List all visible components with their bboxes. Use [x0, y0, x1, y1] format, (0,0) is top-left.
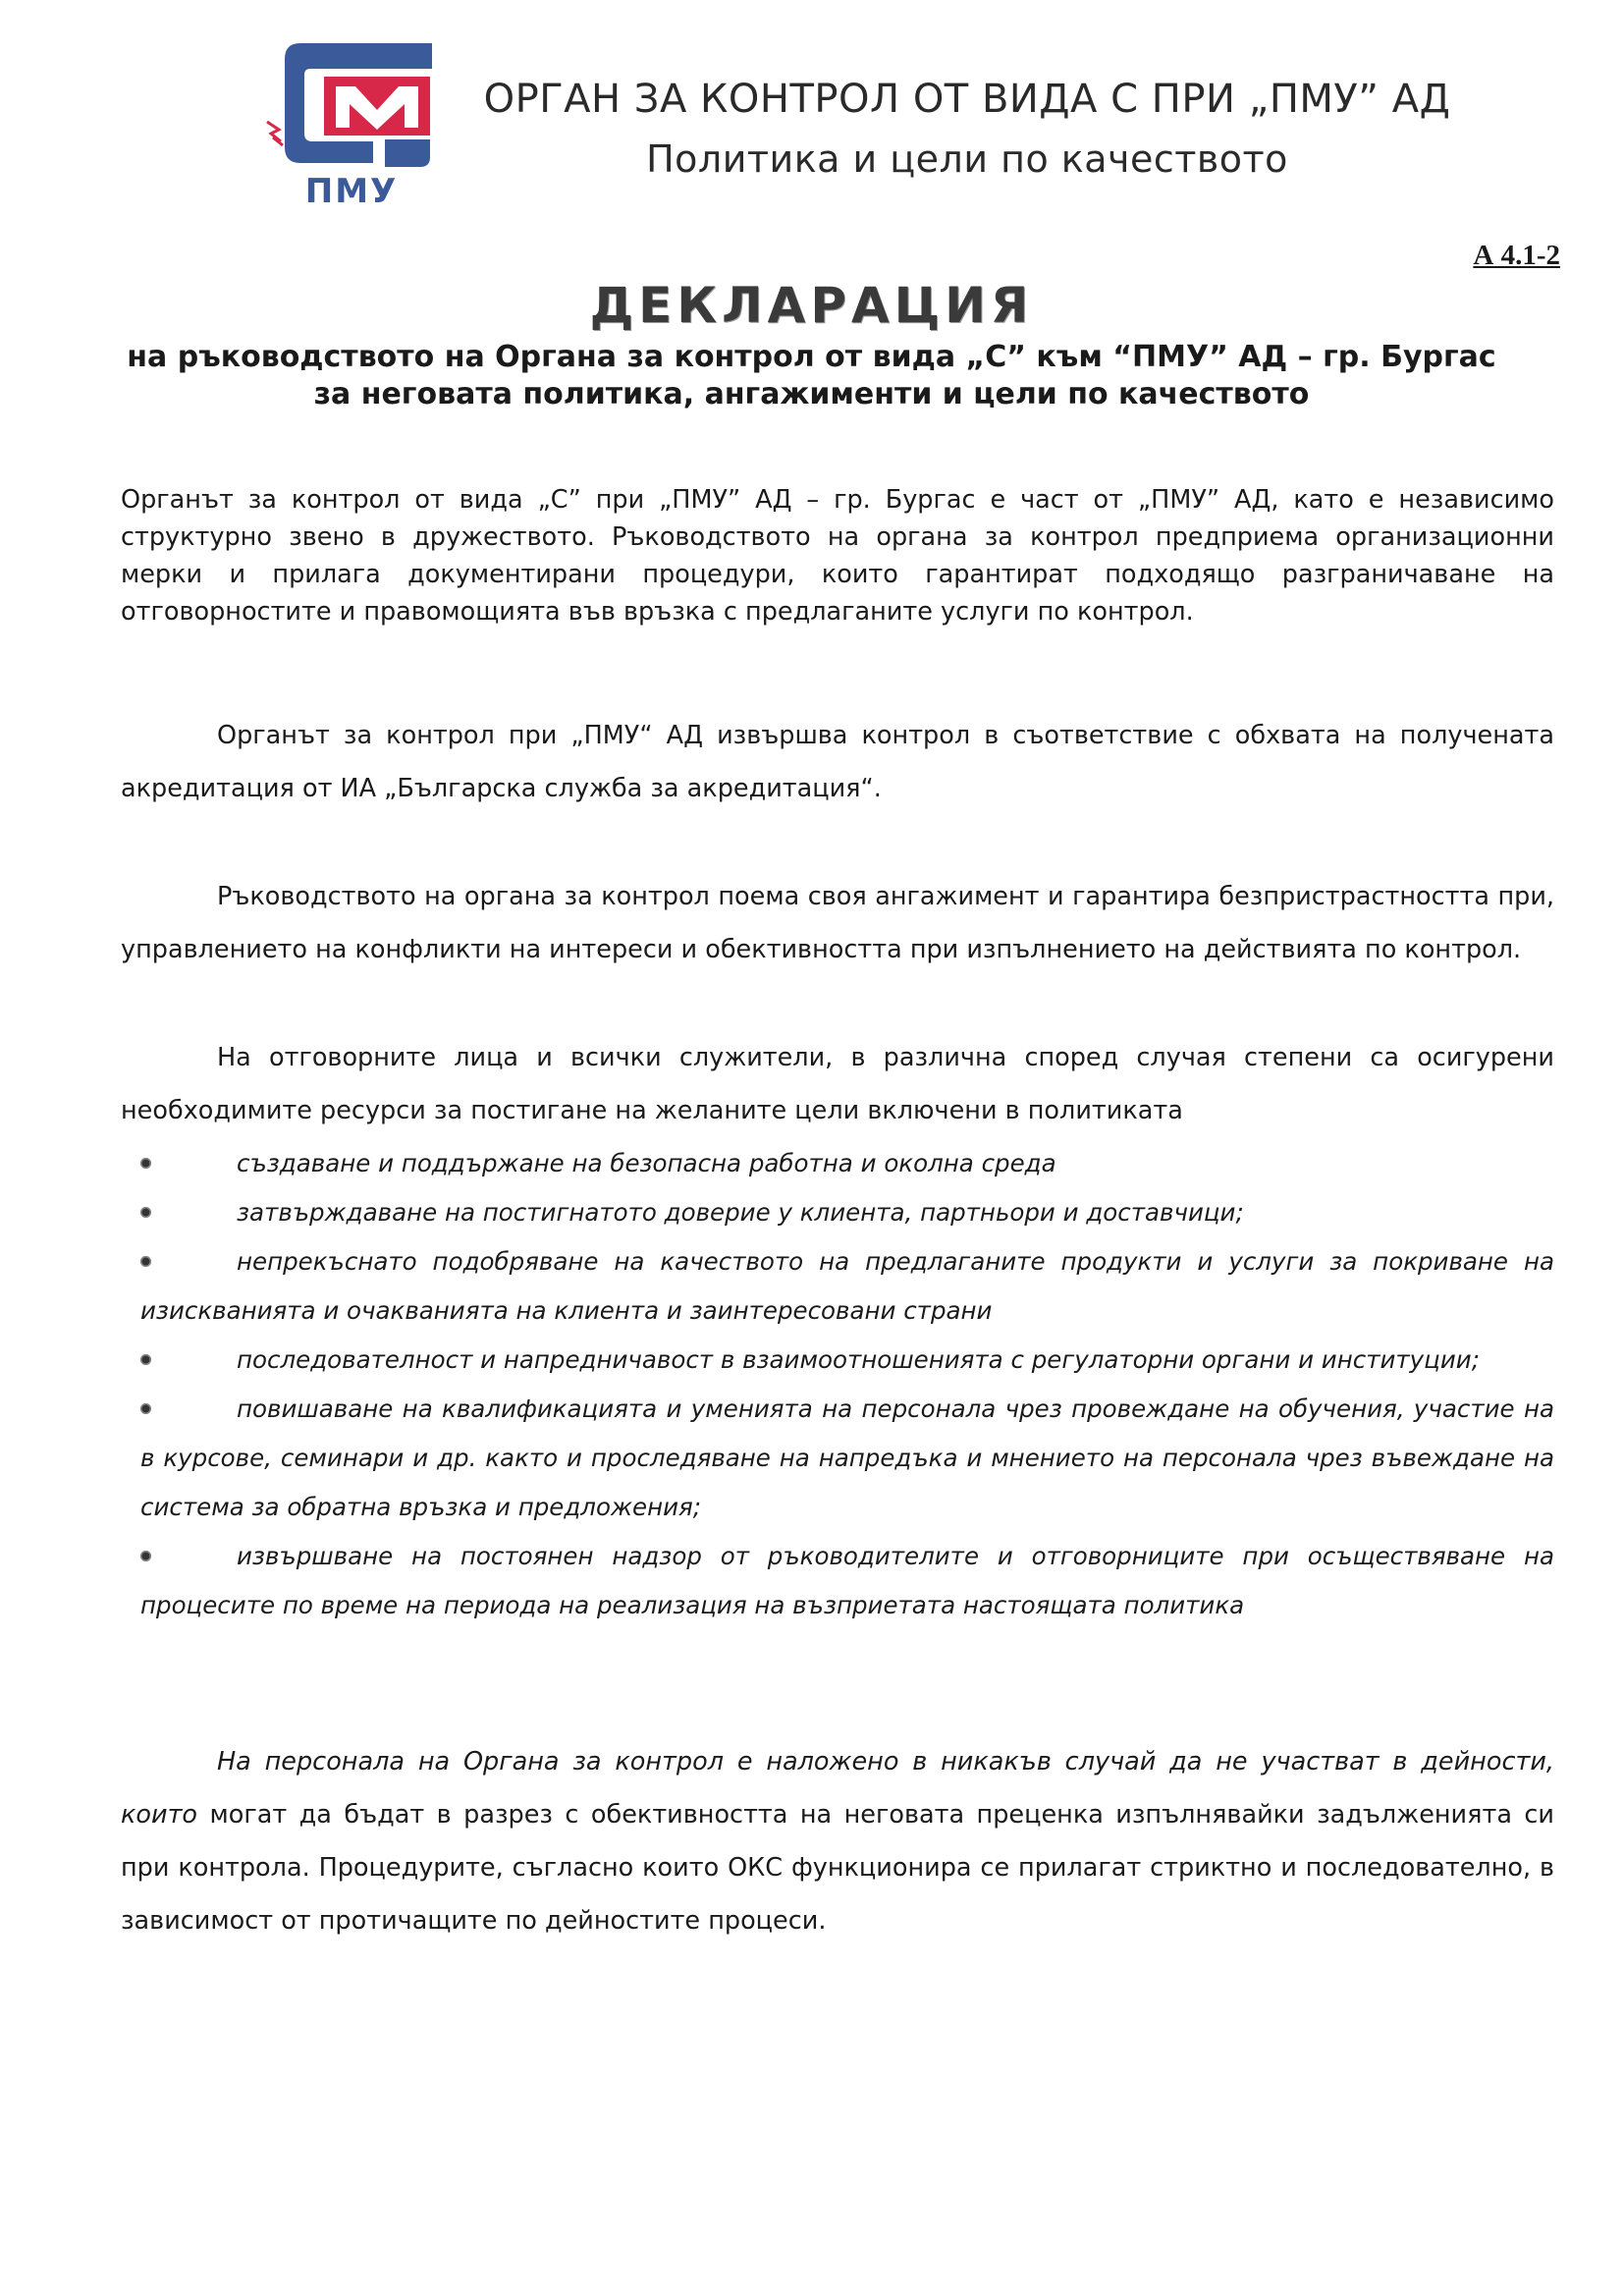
pmu-logo — [265, 39, 438, 208]
list-item: затвърждаване на постигнатото доверие у клиента, партньори и доставчици; — [140, 1188, 1554, 1237]
bullet-icon — [140, 1551, 151, 1561]
bullet-icon — [140, 1207, 151, 1218]
bullet-icon — [140, 1256, 151, 1267]
paragraph-impartiality: Ръководството на органа за контрол поема своя ангажимент и гарантира безпристрастността при, управлението на конфликти на интереси и обективността при изпълнението на действията по контрол. — [121, 882, 1554, 964]
paragraph-personnel — [121, 1735, 1554, 1947]
paragraph-accreditation: Органът за контрол при „ПМУ“ АД извършва контрол в съответствие с обхвата на получената акредитация от ИА „Българска служба за акредитация“. — [121, 721, 1554, 803]
document-subtitle-line2: за неговата политика, ангажименти и цели по качеството — [313, 377, 1310, 411]
policy-goals-list — [140, 1139, 1554, 1630]
header-subtitle: Политика и цели по качеството — [646, 137, 1288, 181]
paragraph-personnel-italic: На персонала на Органа за контрол е наложено в никакъв случай да не участват в дейности, които — [121, 1747, 1554, 1830]
bullet-icon — [140, 1158, 151, 1169]
document-subtitle-line1: на ръководството на Органа за контрол от вида „С” към “ПМУ” АД – гр. Бургас — [127, 340, 1496, 374]
paragraph-personnel-rest: могат да бъдат в разрез с обективността на неговата преценка изпълнявайки задълженията си при контрола. Процедурите, съгласно които ОКС функционира се прилагат стриктно и последователно, в зависимост от протичащите по дейностите процеси. — [121, 1800, 1554, 1936]
document-code: А 4.1-2 — [1473, 240, 1560, 271]
list-item: повишаване на квалификацията и уменията на персонала чрез провеждане на обучения, участие на в курсове, семинари и др. както и проследяване на напредъка и мнението на персонала чрез въвеждане на система за обратна връзка и предложения; — [140, 1394, 1554, 1521]
paragraph-structure: Органът за контрол от вида „С” при „ПМУ” АД – гр. Бургас е част от „ПМУ” АД, като е независимо структурно звено в дружеството. Ръководството на органа за контрол предприема организационни мерки и прилага документирани процедури, които гарантират подходящо разграничаване на отговорностите и правомощията във връзка с предлаганите услуги по контрол. — [121, 485, 1554, 627]
list-item: създаване и поддържане на безопасна работна и околна среда — [140, 1139, 1554, 1188]
document-title: ДЕКЛАРАЦИЯ — [589, 277, 1034, 334]
organization-name: ОРГАН ЗА КОНТРОЛ ОТ ВИДА С ПРИ „ПМУ” АД — [483, 77, 1451, 122]
list-item: последователност и напредничавост в взаимоотношенията с регулаторни органи и институции; — [140, 1336, 1554, 1385]
list-item: непрекъснато подобряване на качеството на предлаганите продукти и услуги за покриване на изискванията и очакванията на клиента и заинтересовани страни — [140, 1247, 1554, 1325]
paragraph-resources: На отговорните лица и всички служители, в различна според случая степени са осигурени необходимите ресурси за постигане на желаните цели включени в политиката — [121, 1043, 1554, 1125]
bullet-icon — [140, 1403, 151, 1414]
logo-lettering: ПМУ — [304, 172, 399, 208]
bullet-icon — [140, 1354, 151, 1365]
list-item: извършване на постоянен надзор от ръководителите и отговорниците при осъществяване на процесите по време на периода на реализация на възприетата настоящата политика — [140, 1542, 1554, 1619]
